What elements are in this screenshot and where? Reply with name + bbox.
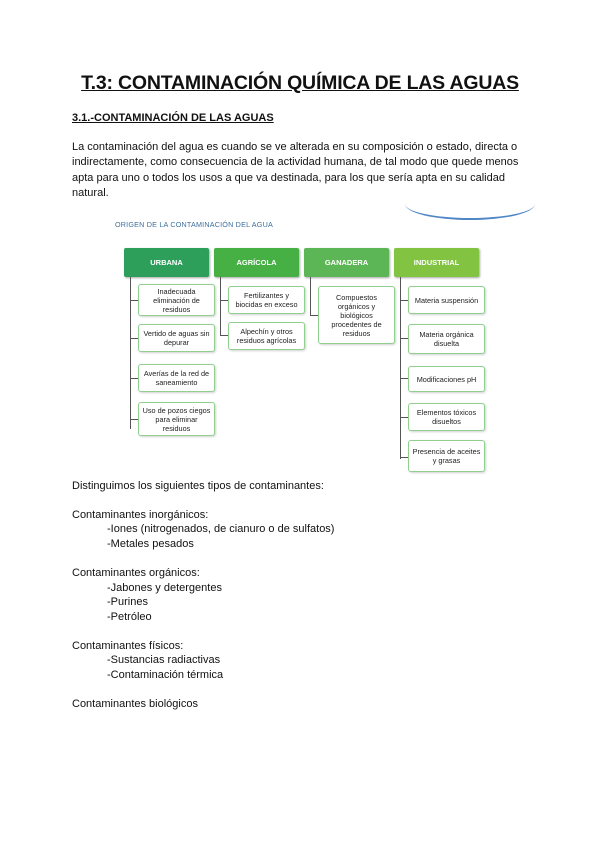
category-ganadera: GANADERA xyxy=(304,248,389,277)
connector-tick xyxy=(400,338,408,339)
agricola-item: Alpechín y otros residuos agrícolas xyxy=(228,322,305,350)
group-heading-biologicos: Contaminantes biológicos xyxy=(72,698,198,710)
urbana-item: Vertido de aguas sin depurar xyxy=(138,324,215,352)
category-urbana: URBANA xyxy=(124,248,209,277)
group-item: -Iones (nitrogenados, de cianuro o de sulfatos) xyxy=(107,523,335,535)
decorative-arc xyxy=(405,188,535,220)
group-heading-fisicos: Contaminantes físicos: xyxy=(72,640,184,652)
types-intro: Distinguimos los siguientes tipos de contaminantes: xyxy=(72,480,324,492)
category-agricola: AGRÍCOLA xyxy=(214,248,299,277)
group-item: -Sustancias radiactivas xyxy=(107,654,221,666)
intro-paragraph: La contaminación del agua es cuando se ve alterada en su composición o estado, directa o indirectamente, como consecuencia de la actividad humana, de tal modo que quede menos apta para uno o todos los usos a que va destinada, para los que sería apta en su calidad natural. xyxy=(72,141,519,199)
urbana-item: Inadecuada eliminación de residuos xyxy=(138,284,215,316)
ganadera-connector xyxy=(310,277,311,315)
connector-tick xyxy=(400,300,408,301)
urbana-item: Uso de pozos ciegos para eliminar residuos xyxy=(138,402,215,436)
connector-tick xyxy=(130,378,138,379)
group-item: -Contaminación térmica xyxy=(107,669,224,681)
agricola-item: Fertilizantes y biocidas en exceso xyxy=(228,286,305,314)
industrial-connector xyxy=(400,277,401,459)
contamination-origin-diagram xyxy=(109,214,489,476)
industrial-item: Materia orgánica disuelta xyxy=(408,324,485,354)
group-heading-inorganicos: Contaminantes inorgánicos: xyxy=(72,509,209,521)
connector-tick xyxy=(310,315,318,316)
connector-tick xyxy=(220,335,228,336)
connector-tick xyxy=(400,457,408,458)
connector-tick xyxy=(130,419,138,420)
urbana-item: Averías de la red de saneamiento xyxy=(138,364,215,392)
industrial-item: Elementos tóxicos disueltos xyxy=(408,403,485,431)
diagram-title: ORIGEN DE LA CONTAMINACIÓN DEL AGUA xyxy=(115,220,273,229)
industrial-item: Materia suspensión xyxy=(408,286,485,314)
group-item: -Metales pesados xyxy=(107,538,194,550)
group-heading-organicos: Contaminantes orgánicos: xyxy=(72,567,200,579)
group-item: -Petróleo xyxy=(107,611,152,623)
section-title: 3.1.-CONTAMINACIÓN DE LAS AGUAS xyxy=(72,112,274,124)
agricola-connector xyxy=(220,277,221,335)
ganadera-item: Compuestos orgánicos y biológicos procedentes de residuos xyxy=(318,286,395,344)
group-item: -Purines xyxy=(107,596,148,608)
page-title: T.3: CONTAMINACIÓN QUÍMICA DE LAS AGUAS xyxy=(81,72,519,94)
category-industrial: INDUSTRIAL xyxy=(394,248,479,277)
connector-tick xyxy=(130,300,138,301)
connector-tick xyxy=(400,378,408,379)
industrial-item: Presencia de aceites y grasas xyxy=(408,440,485,472)
industrial-item: Modificaciones pH xyxy=(408,366,485,392)
connector-tick xyxy=(130,338,138,339)
connector-tick xyxy=(220,300,228,301)
group-item: -Jabones y detergentes xyxy=(107,582,222,594)
connector-tick xyxy=(400,417,408,418)
